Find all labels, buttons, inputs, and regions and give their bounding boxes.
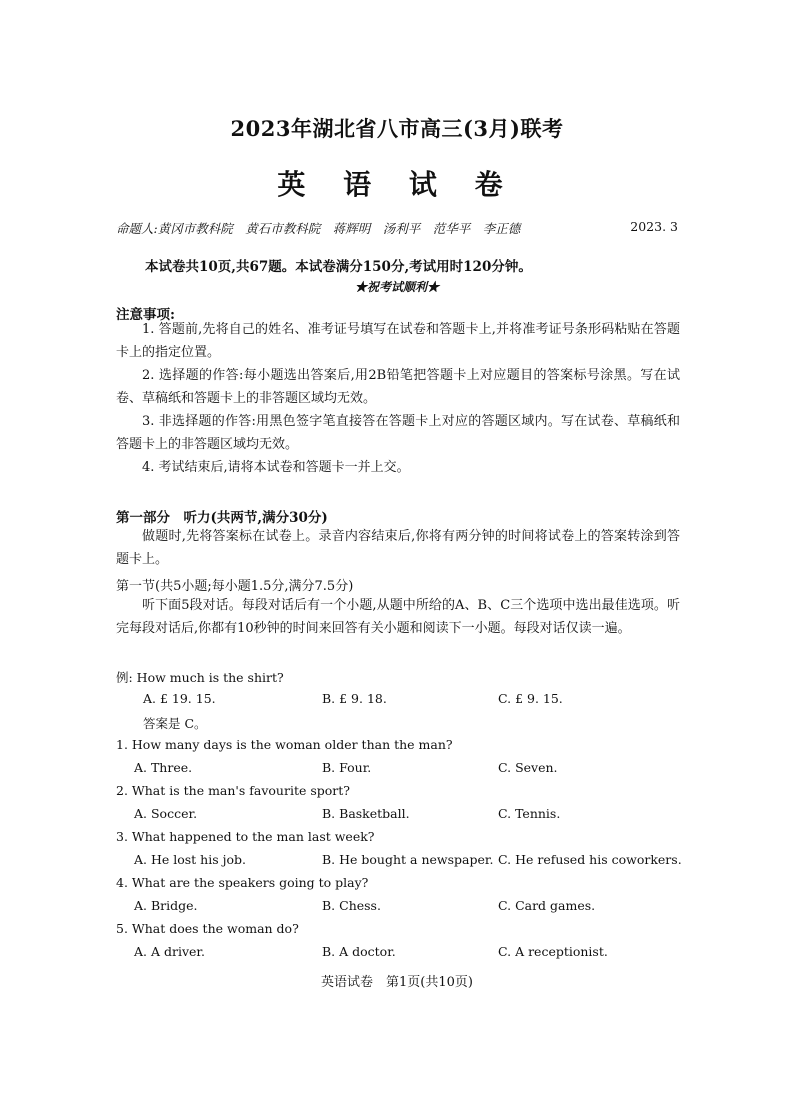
q4-option-a: A. Bridge.	[134, 898, 198, 913]
q1-option-c: C. Seven.	[498, 760, 558, 775]
q2-option-a: A. Soccer.	[134, 806, 198, 821]
notes-heading: 注意事项:	[116, 307, 175, 323]
section1-intro: 听下面5段对话。每段对话后有一个小题,从题中所给的A、B、C三个选项中选出最佳选项。听完每段对话后,你都有10秒钟的时间来回答有关小题和阅读下一小题。每段对话仅读一遍。	[116, 598, 680, 636]
q4-option-c: C. Card games.	[498, 898, 596, 913]
example-option-b: B. £ 9. 18.	[322, 691, 387, 706]
example-option-a: A. £ 19. 15.	[143, 691, 216, 706]
q2-option-b: B. Basketball.	[322, 806, 410, 821]
authors-line	[116, 219, 678, 237]
question-3: 3. What happened to the man last week?	[116, 829, 375, 844]
question-1: 1. How many days is the woman older than the man?	[116, 737, 453, 752]
page-footer: 英语试卷 第1页(共10页)	[321, 975, 473, 990]
example-question: 例: How much is the shirt?	[116, 670, 284, 685]
example-answer: 答案是 C。	[143, 716, 207, 731]
q3-option-a: A. He lost his job.	[134, 852, 246, 867]
note-item-3: 3. 非选择题的作答:用黑色签字笔直接答在答题卡上对应的答题区域内。写在试卷、草稿纸和答题卡上的非答题区域均无效。	[116, 414, 680, 452]
note-item-1: 1. 答题前,先将自己的姓名、准考证号填写在试卷和答题卡上,并将准考证号条形码粘贴在答题卡上的指定位置。	[116, 322, 680, 360]
q5-option-b: B. A doctor.	[322, 944, 396, 959]
question-5: 5. What does the woman do?	[116, 921, 299, 936]
q4-option-b: B. Chess.	[322, 898, 381, 913]
authors-names: 命题人:黄冈市教科院 黄石市教科院 蒋辉明 汤利平 范华平 李正德	[116, 221, 521, 236]
q5-option-c: C. A receptionist.	[498, 944, 608, 959]
note-item-4: 4. 考试结束后,请将本试卷和答题卡一并上交。	[142, 460, 410, 475]
exam-title: 2023年湖北省八市高三(3月)联考	[230, 116, 564, 141]
q2-option-c: C. Tennis.	[498, 806, 561, 821]
exam-date: 2023. 3	[630, 219, 678, 234]
q3-option-c: C. He refused his coworkers.	[498, 852, 682, 867]
example-option-c: C. £ 9. 15.	[498, 691, 563, 706]
part1-intro: 做题时,先将答案标在试卷上。录音内容结束后,你将有两分钟的时间将试卷上的答案转涂到答题卡上。	[116, 529, 680, 567]
exam-subject: 英 语 试 卷	[277, 168, 517, 201]
question-2: 2. What is the man's favourite sport?	[116, 783, 350, 798]
q1-option-b: B. Four.	[322, 760, 372, 775]
q3-option-b: B. He bought a newspaper.	[322, 852, 494, 867]
question-4: 4. What are the speakers going to play?	[116, 875, 369, 890]
exam-info: 本试卷共10页,共67题。本试卷满分150分,考试用时120分钟。	[145, 259, 532, 275]
good-luck-banner: ★祝考试顺利★	[354, 280, 439, 294]
note-item-2: 2. 选择题的作答:每小题选出答案后,用2B铅笔把答题卡上对应题目的答案标号涂黑。写在试卷、草稿纸和答题卡上的非答题区域均无效。	[116, 368, 680, 406]
q1-option-a: A. Three.	[134, 760, 193, 775]
q5-option-a: A. A driver.	[134, 944, 205, 959]
part1-heading: 第一部分 听力(共两节,满分30分)	[116, 510, 328, 526]
section1-heading: 第一节(共5小题;每小题1.5分,满分7.5分)	[116, 579, 354, 594]
